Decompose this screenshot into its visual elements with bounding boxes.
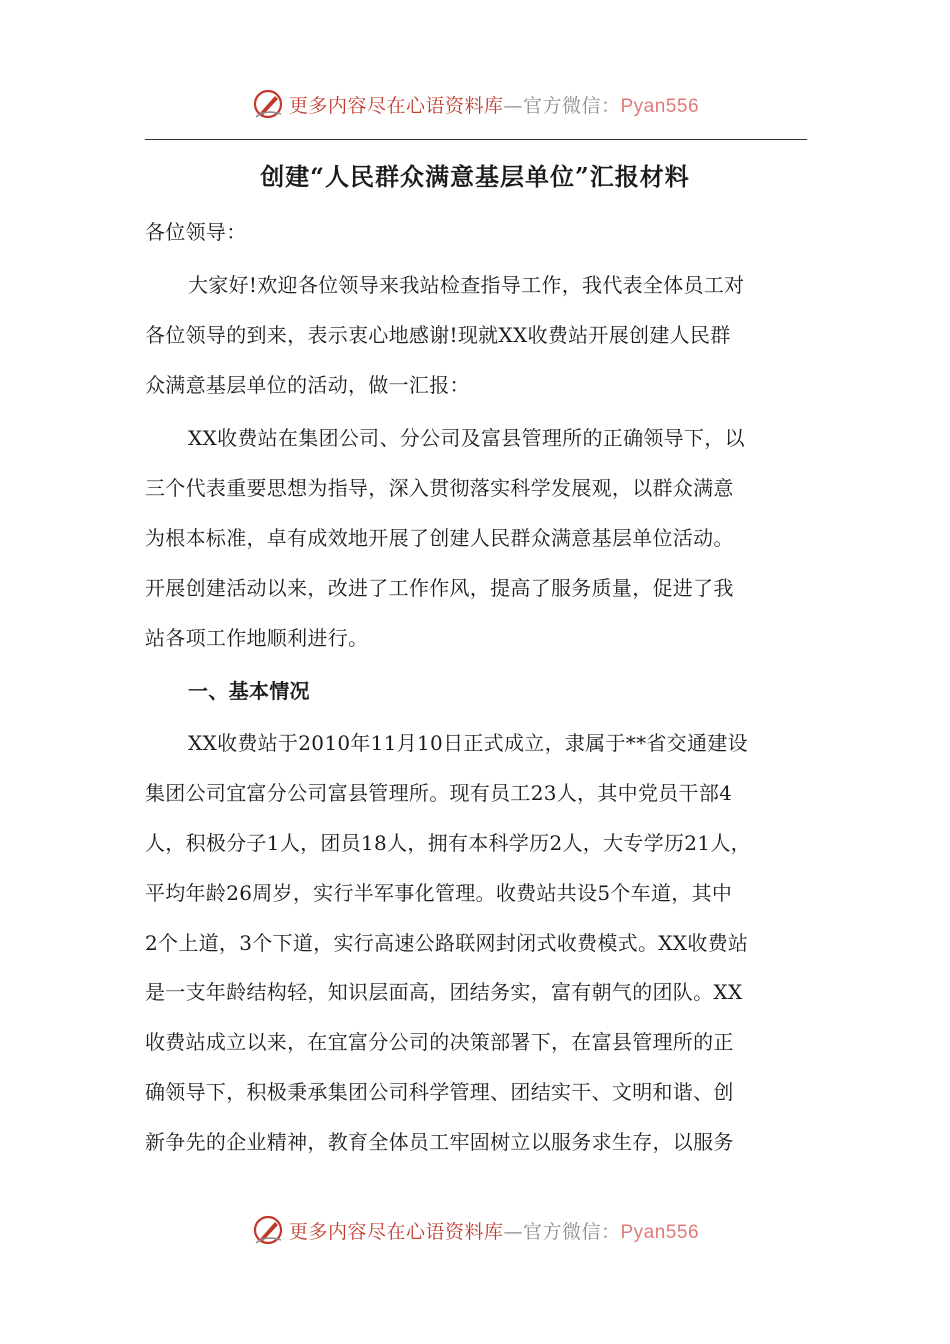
pen-logo-icon bbox=[251, 87, 285, 121]
watermark-site: 更多内容尽在心语资料库 bbox=[288, 1220, 504, 1243]
header-watermark bbox=[0, 84, 950, 124]
paragraph-line: 集团公司宜富分公司富县管理所。现有员工23人，其中党员干部4 bbox=[145, 781, 733, 805]
footer-watermark bbox=[0, 1210, 950, 1250]
paragraph-line: 收费站成立以来，在宜富分公司的决策部署下，在富县管理所的正 bbox=[145, 1030, 734, 1054]
paragraph-line: 2个上道，3个下道，实行高速公路联网封闭式收费模式。XX收费站 bbox=[145, 931, 749, 955]
paragraph-line: XX收费站在集团公司、分公司及富县管理所的正确领导下，以 bbox=[188, 426, 745, 450]
watermark-site: 更多内容尽在心语资料库 bbox=[288, 94, 504, 117]
paragraph-line: 三个代表重要思想为指导，深入贯彻落实科学发展观，以群众满意 bbox=[145, 476, 734, 500]
paragraph-line: 人，积极分子1人，团员18人，拥有本科学历2人，大专学历21人， bbox=[145, 831, 751, 855]
paragraph-line: 开展创建活动以来，改进了工作作风，提高了服务质量，促进了我 bbox=[145, 576, 734, 600]
paragraph-line: 新争先的企业精神，教育全体员工牢固树立以服务求生存，以服务 bbox=[145, 1130, 734, 1154]
document-title: 创建“人民群众满意基层单位”汇报材料 bbox=[260, 162, 690, 191]
watermark-wechat-label: 官方微信： bbox=[522, 94, 621, 117]
salutation: 各位领导： bbox=[145, 220, 247, 244]
header-divider bbox=[145, 139, 807, 140]
watermark-text bbox=[289, 91, 699, 118]
watermark-dash: — bbox=[503, 1220, 523, 1243]
paragraph-line: 众满意基层单位的活动，做一汇报： bbox=[145, 373, 470, 397]
paragraph-line: 各位领导的到来，表示衷心地感谢!现就XX收费站开展创建人民群 bbox=[145, 323, 731, 347]
pen-logo-icon bbox=[251, 1213, 285, 1247]
section-heading: 一、基本情况 bbox=[188, 679, 310, 703]
watermark-wechat-label: 官方微信： bbox=[522, 1220, 621, 1243]
paragraph-line: 是一支年龄结构轻，知识层面高，团结务实，富有朝气的团队。XX bbox=[145, 980, 743, 1004]
watermark-account: Pyan556 bbox=[620, 1221, 700, 1243]
watermark-account: Pyan556 bbox=[620, 95, 700, 117]
paragraph-line: XX收费站于2010年11月10日正式成立，隶属于**省交通建设 bbox=[188, 731, 748, 755]
watermark-text bbox=[289, 1217, 699, 1244]
paragraph-line: 大家好!欢迎各位领导来我站检查指导工作，我代表全体员工对 bbox=[188, 273, 745, 297]
watermark-dash: — bbox=[503, 94, 523, 117]
paragraph-line: 确领导下，积极秉承集团公司科学管理、团结实干、文明和谐、创 bbox=[145, 1080, 734, 1104]
paragraph-line: 为根本标准，卓有成效地开展了创建人民群众满意基层单位活动。 bbox=[145, 526, 734, 550]
paragraph-line: 站各项工作地顺利进行。 bbox=[145, 626, 369, 650]
paragraph-line: 平均年龄26周岁，实行半军事化管理。收费站共设5个车道，其中 bbox=[145, 881, 733, 905]
